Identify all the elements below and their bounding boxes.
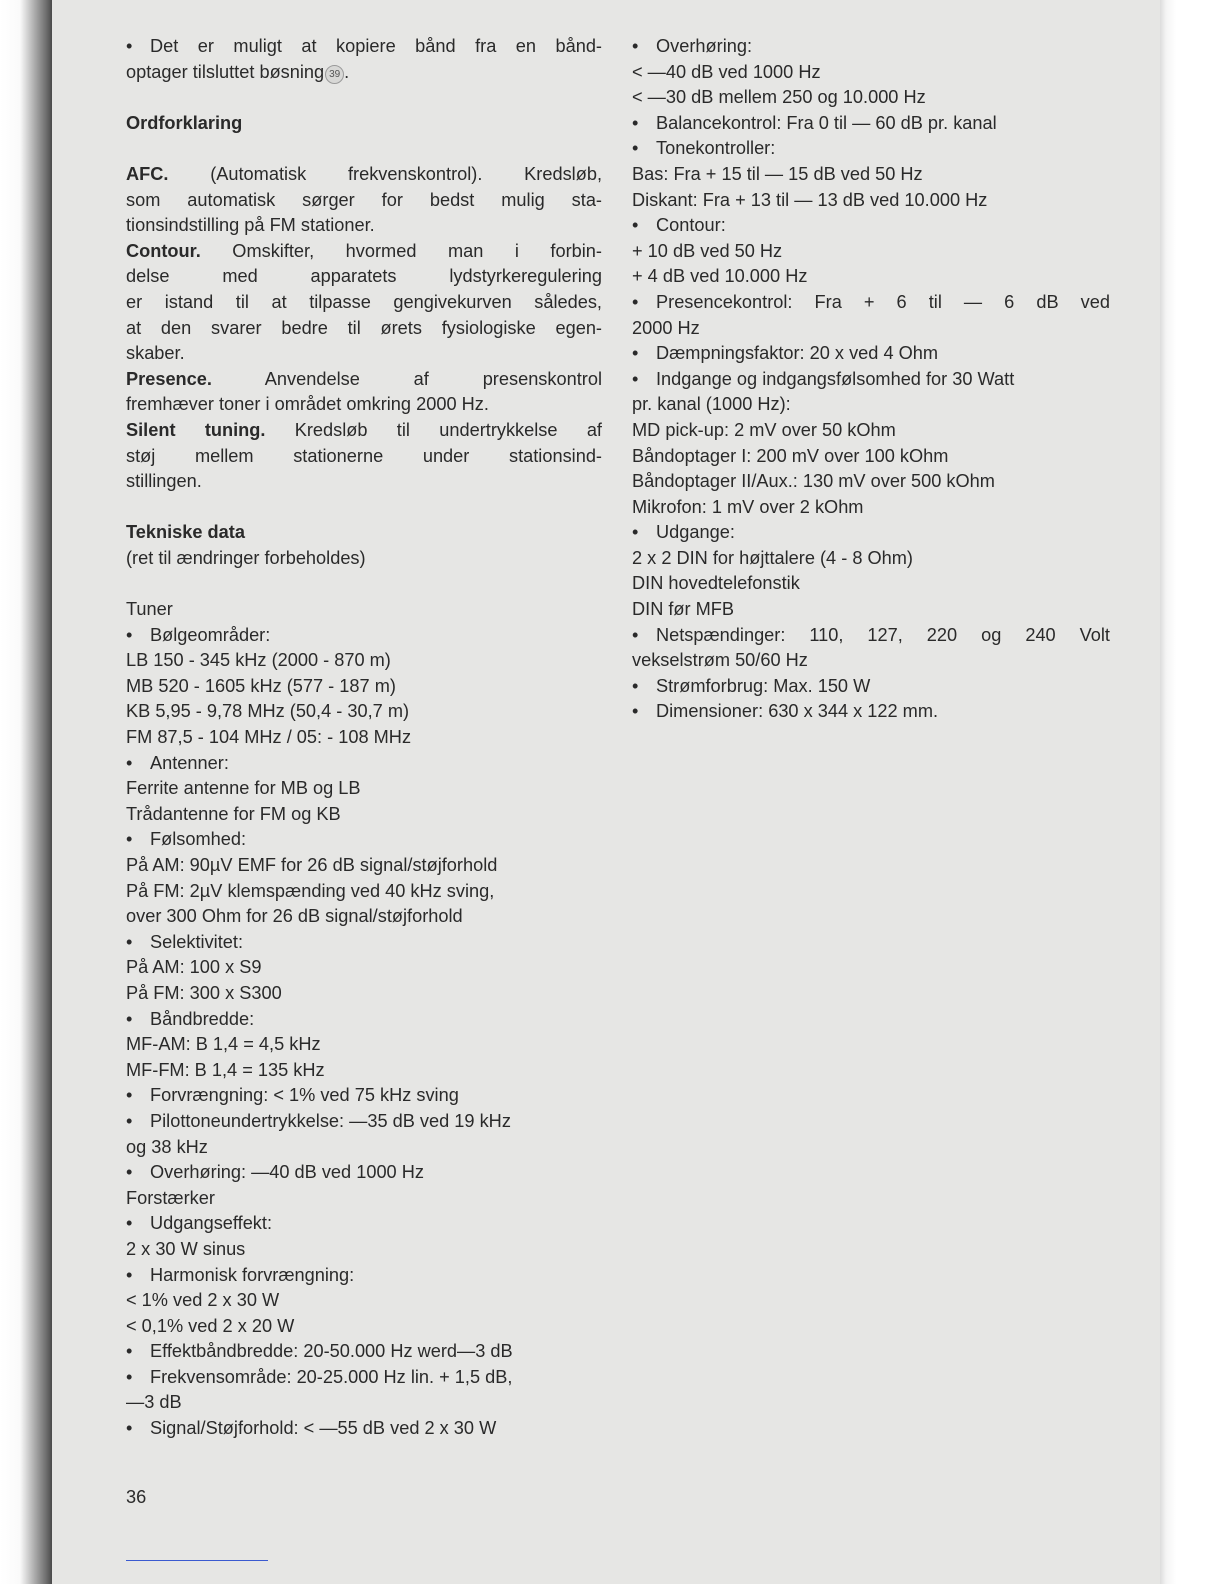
section-tuner: Tuner	[126, 599, 173, 620]
spec-item: • Indgange og indgangsfølsomhed for 30 Watt	[632, 367, 1110, 393]
spec-value: LB 150 - 345 kHz (2000 - 870 m)	[126, 650, 391, 671]
spec-item: • Effektbåndbredde: 20-50.000 Hz werd—3 dB	[126, 1339, 602, 1365]
spec-value: Diskant: Fra + 13 til — 13 dB ved 10.000 Hz	[632, 189, 988, 210]
spec-value: MB 520 - 1605 kHz (577 - 187 m)	[126, 675, 396, 696]
spec-value: Trådantenne for FM og KB	[126, 803, 341, 824]
glossary-text: som automatisk sørger for bedst mulig sta-	[126, 189, 602, 210]
spec-value: Mikrofon: 1 mV over 2 kOhm	[632, 496, 864, 517]
spec-label: • Selektivitet:	[126, 930, 602, 956]
spec-label: • Contour:	[632, 213, 1110, 239]
spec-value: FM 87,5 - 104 MHz / 05: - 108 MHz	[126, 727, 412, 748]
spec-label: • Båndbredde:	[126, 1007, 602, 1033]
spec-value: MF-AM: B 1,4 = 4,5 kHz	[126, 1034, 321, 1055]
spec-item: • Overhøring: —40 dB ved 1000 Hz	[126, 1160, 602, 1186]
glossary-text: skaber.	[126, 343, 185, 364]
section-amplifier: Forstærker	[126, 1187, 215, 1208]
tech-heading: Tekniske data	[126, 522, 245, 543]
spec-value: < —30 dB mellem 250 og 10.000 Hz	[632, 87, 926, 108]
spec-item: • Signal/Støjforhold: < —55 dB ved 2 x 30 W	[126, 1416, 602, 1442]
spec-value: Bas: Fra + 15 til — 15 dB ved 50 Hz	[632, 163, 923, 184]
spec-value: KB 5,95 - 9,78 MHz (50,4 - 30,7 m)	[126, 701, 410, 722]
spec-value: 2 x 30 W sinus	[126, 1238, 246, 1259]
spec-value: 2 x 2 DIN for højttalere (4 - 8 Ohm)	[632, 547, 913, 568]
spec-value: På FM: 300 x S300	[126, 982, 282, 1003]
spec-value: pr. kanal (1000 Hz):	[632, 394, 791, 415]
spec-item: • Strømforbrug: Max. 150 W	[632, 674, 1110, 700]
glossary-text: er istand til at tilpasse gengivekurven således,	[126, 291, 602, 312]
spec-value: over 300 Ohm for 26 dB signal/støjforhold	[126, 906, 463, 927]
spec-value: På AM: 100 x S9	[126, 957, 262, 978]
right-column	[632, 34, 1110, 725]
glossary-text: støj mellem stationerne under stationsind-	[126, 445, 602, 466]
spec-item: • Balancekontrol: Fra 0 til — 60 dB pr. kanal	[632, 111, 1110, 137]
scan-margin-right	[1160, 0, 1224, 1584]
glossary-text: fremhæver toner i området omkring 2000 Hz.	[126, 394, 489, 415]
spec-value: + 10 dB ved 50 Hz	[632, 240, 783, 261]
spec-value: MF-FM: B 1,4 = 135 kHz	[126, 1059, 325, 1080]
spec-value: Båndoptager II/Aux.: 130 mV over 500 kOhm	[632, 471, 995, 492]
spec-item: • Dimensioner: 630 x 344 x 122 mm.	[632, 699, 1110, 725]
spec-item: • Dæmpningsfaktor: 20 x ved 4 Ohm	[632, 341, 1110, 367]
spec-value: På FM: 2µV klemspænding ved 40 kHz sving,	[126, 880, 495, 901]
spec-label: • Bølgeområder:	[126, 623, 602, 649]
spec-label: • Overhøring:	[632, 34, 1110, 60]
intro-text-cont: optager tilsluttet bøsning 39 .	[126, 61, 350, 82]
spec-value: < 1% ved 2 x 30 W	[126, 1290, 280, 1311]
spec-label: • Udgangseffekt:	[126, 1211, 602, 1237]
spec-label: • Udgange:	[632, 520, 1110, 546]
manual-page	[52, 0, 1160, 1584]
spec-label: • Harmonisk forvrængning:	[126, 1263, 602, 1289]
glossary-afc: AFC. (Automatisk frekvenskontrol). Kredsløb,	[126, 163, 602, 184]
spec-item: • Pilottoneundertrykkelse: —35 dB ved 19 kHz	[126, 1109, 602, 1135]
spec-value: Båndoptager I: 200 mV over 100 kOhm	[632, 445, 949, 466]
tech-subheading: (ret til ændringer forbeholdes)	[126, 547, 366, 568]
glossary-contour: Contour. Omskifter, hvormed man i forbin-	[126, 240, 602, 261]
spec-value: < —40 dB ved 1000 Hz	[632, 61, 821, 82]
spec-label: • Følsomhed:	[126, 827, 602, 853]
spec-value: —3 dB	[126, 1392, 182, 1413]
spec-value: MD pick-up: 2 mV over 50 kOhm	[632, 419, 896, 440]
intro-text: • Det er muligt at kopiere bånd fra en bånd-	[126, 34, 602, 60]
footer-rule	[126, 1560, 268, 1561]
spec-value: < 0,1% ved 2 x 20 W	[126, 1315, 295, 1336]
page-number: 36	[126, 1487, 147, 1507]
spec-label: • Antenner:	[126, 751, 602, 777]
glossary-text: delse med apparatets lydstyrkeregulering	[126, 266, 602, 287]
spec-label: • Tonekontroller:	[632, 136, 1110, 162]
spec-value: 2000 Hz	[632, 317, 700, 338]
spec-value: + 4 dB ved 10.000 Hz	[632, 266, 808, 287]
scan-shadow-left	[0, 0, 52, 1584]
spec-item: • Frekvensområde: 20-25.000 Hz lin. + 1,5 dB,	[126, 1365, 602, 1391]
spec-value: DIN før MFB	[632, 599, 735, 620]
spec-value: Ferrite antenne for MB og LB	[126, 778, 361, 799]
left-column	[126, 34, 602, 1442]
spec-value: DIN hovedtelefonstik	[632, 573, 800, 594]
glossary-text: at den svarer bedre til ørets fysiologiske egen-	[126, 317, 602, 338]
glossary-text: tionsindstilling på FM stationer.	[126, 215, 375, 236]
spec-item: • Forvrængning: < 1% ved 75 kHz sving	[126, 1083, 602, 1109]
glossary-presence: Presence. Anvendelse af presenskontrol	[126, 368, 602, 389]
spec-value: og 38 kHz	[126, 1136, 208, 1157]
spec-item: • Netspændinger: 110, 127, 220 og 240 Volt	[632, 623, 1110, 649]
glossary-silent-tuning: Silent tuning. Kredsløb til undertrykkelse af	[126, 419, 602, 440]
spec-value: vekselstrøm 50/60 Hz	[632, 650, 808, 671]
glossary-heading: Ordforklaring	[126, 112, 243, 133]
glossary-text: stillingen.	[126, 471, 202, 492]
spec-item: • Presencekontrol: Fra + 6 til — 6 dB ved	[632, 290, 1110, 316]
socket-reference-icon: 39	[325, 65, 344, 84]
spec-value: På AM: 90µV EMF for 26 dB signal/støjforhold	[126, 855, 498, 875]
